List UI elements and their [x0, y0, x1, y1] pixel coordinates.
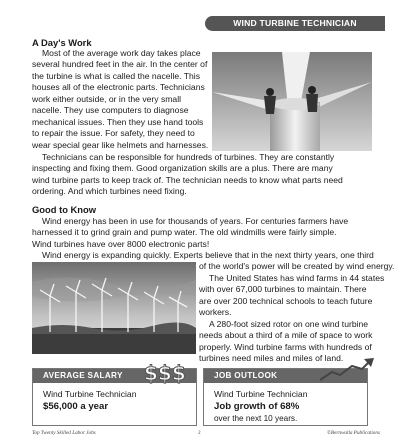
svg-text:$$$: $$$: [144, 361, 185, 384]
section-heading-good-to-know: Good to Know: [32, 204, 97, 215]
paragraph-days-work-1: [32, 48, 210, 151]
paragraph-good-to-know-1: [32, 216, 380, 250]
paragraph-good-to-know-3: [199, 273, 384, 319]
footer-right: ©Bernwalla Publications: [326, 430, 380, 436]
days-work-p1-line: the turbine is what is called the nacelle. This: [32, 70, 200, 81]
days-work-p1-line: to repair the issue. For safety, they need to: [32, 128, 195, 139]
days-work-p2-line: ordering. And which turbines need fixing.: [32, 186, 187, 197]
job-outlook-growth: Job growth of 68%: [214, 401, 300, 412]
days-work-p2-line: inspecting and fixing them. Good organization skills are a plus. There are many: [32, 163, 333, 174]
job-outlook-job: Wind Turbine Technician: [214, 389, 308, 399]
paragraph-days-work-2: [32, 152, 380, 198]
days-work-p1-line: Most of the average work day takes place: [42, 48, 201, 58]
wind-farm-photo: [32, 262, 196, 354]
good-to-know-p4-line: needs about a third of a mile of space to work: [199, 330, 373, 341]
good-to-know-p3-line: with over 67,000 turbines to maintain. There: [199, 284, 367, 295]
days-work-p2-line: wind turbine parts to keep track of. The technician needs to know what parts need: [32, 174, 343, 185]
days-work-p1-line: mechanical issues. Then they use hand tools: [32, 116, 204, 127]
paragraph-good-to-know-2-rest: [199, 261, 395, 272]
good-to-know-p1-line: Wind energy has been in use for thousands of years. For centuries farmers have: [42, 216, 349, 226]
days-work-p1-line: houses all of the electronic parts. Technicians: [32, 82, 205, 93]
job-outlook-period: over the next 10 years.: [214, 414, 298, 423]
growth-arrow-icon: [318, 356, 376, 382]
days-work-p1-line: wear special gear like helmets and harnesses.: [32, 139, 209, 150]
good-to-know-p4-line: A 280-foot sized rotor on one wind turbine: [209, 319, 369, 329]
section-heading-days-work: A Day's Work: [32, 37, 92, 48]
page-number: 2: [198, 430, 201, 436]
average-salary-amount: $56,000 a year: [43, 401, 109, 412]
page-banner: WIND TURBINE TECHNICIAN: [205, 16, 385, 31]
good-to-know-p3-line: workers.: [199, 307, 232, 318]
good-to-know-p1-line: Wind turbines have over 8000 electronic parts!: [32, 238, 210, 249]
days-work-p1-line: work either outside, or in the very small: [32, 93, 182, 104]
days-work-p1-line: several hundred feet in the air. In the center of: [32, 59, 208, 70]
days-work-p2-line: Technicians can be responsible for hundreds of turbines. They are constantly: [42, 152, 335, 162]
dollar-signs-icon: [143, 360, 185, 384]
average-salary-header: AVERAGE SALARY: [33, 369, 196, 383]
good-to-know-p3-line: The United States has wind farms in 44 states: [209, 273, 385, 283]
good-to-know-p1-line: harnessed it to grind grain and pump water. The old windmills were fairly simple.: [32, 227, 337, 238]
paragraph-good-to-know-2-line1: Wind energy is expanding quickly. Experts believe that in the next thirty years, one third: [42, 250, 374, 260]
job-outlook-header: JOB OUTLOOK: [204, 369, 367, 383]
good-to-know-p4-line: properly. Wind turbine farms with hundreds of: [199, 341, 372, 352]
technician-photo: [212, 52, 372, 151]
average-salary-job: Wind Turbine Technician: [43, 389, 137, 399]
days-work-p1-line: nacelle. They use computers to diagnose: [32, 105, 189, 116]
footer-left: Top Twenty Skilled Labor Jobs: [32, 430, 96, 436]
good-to-know-p4-line: turbines need miles and miles of land.: [199, 353, 344, 364]
good-to-know-p2-line: of the world's power will be created by wind energy.: [199, 261, 395, 271]
good-to-know-p3-line: are over 200 technical schools to teach future: [199, 295, 373, 306]
